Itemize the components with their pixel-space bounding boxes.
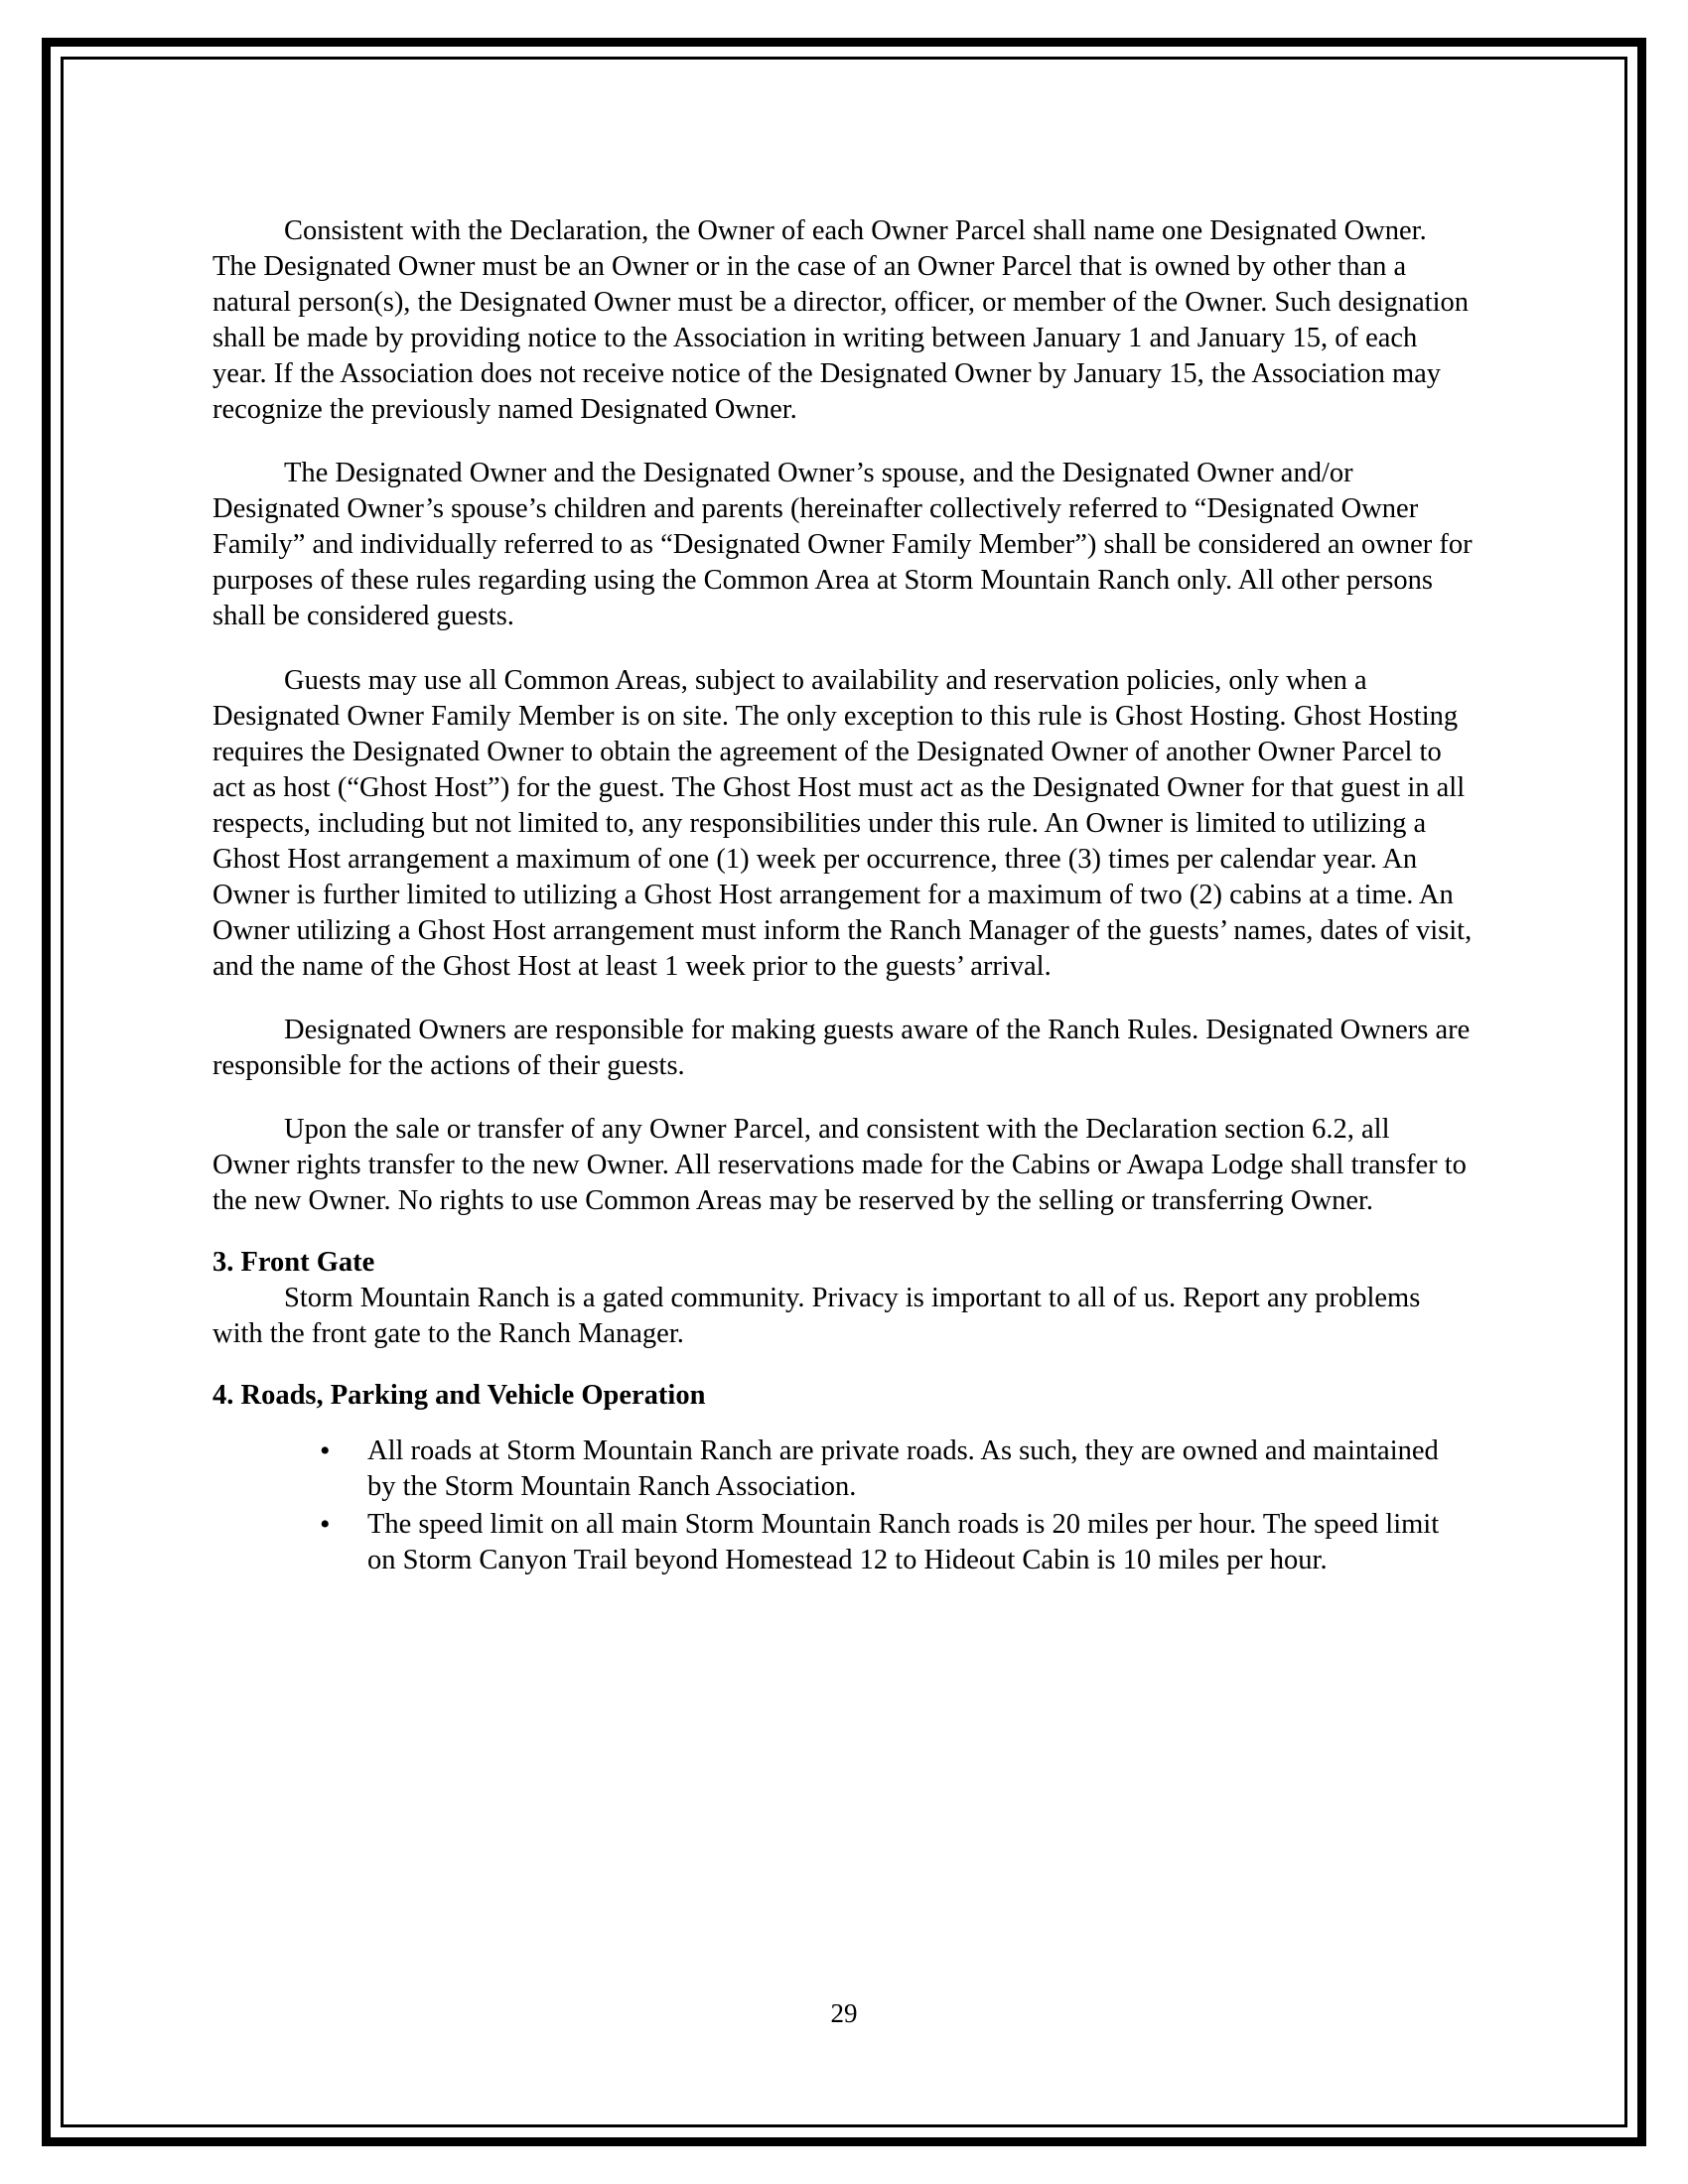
paragraph-text: Guests may use all Common Areas, subject to availability and reservation policies, only when a Designated Owner Family Member is on site. The only exception to this rule is Ghost Hosting. Ghost Hosting requires the Designated Owner to obtain the agreement of the Designated Owner of another Owner Parcel to act as host (“Ghost Host”) for the guest. The Ghost Host must act as the Designated Owner for that guest in all respects, including but not limited to, any responsibilities under this rule. An Owner is limited to utilizing a Ghost Host arrangement a maximum of one (1) week per occurrence, three (3) times per calendar year. An Owner is further limited to utilizing a Ghost Host arrangement for a maximum of two (2) cabins at a time. An Owner utilizing a Ghost Host arrangement must inform the Ranch Manager of the guests’ names, dates of visit, and the name of the Ghost Host at least 1 week prior to the guests’ arrival. xyxy=(212,664,1473,982)
document-body xyxy=(212,213,1474,1606)
list-item: • The speed limit on all main Storm Mountain Ranch roads is 20 miles per hour. The speed limit on Storm Canyon Trail beyond Homestead 12 to Hideout Cabin is 10 miles per hour. xyxy=(320,1507,1474,1578)
paragraph-1 xyxy=(212,213,1474,428)
page-border-outer xyxy=(42,38,1646,2146)
list-item: • All roads at Storm Mountain Ranch are private roads. As such, they are owned and maintained by the Storm Mountain Ranch Association. xyxy=(320,1433,1474,1505)
paragraph-text: Designated Owners are responsible for making guests aware of the Ranch Rules. Designated Owners are responsible for the actions of their guests. xyxy=(212,1014,1471,1081)
paragraph-text: Consistent with the Declaration, the Owner of each Owner Parcel shall name one Designated Owner. The Designated Owner must be an Owner or in the case of an Owner Parcel that is owned by other than a natural person(s), the Designated Owner must be a director, officer, or member of the Owner. Such designation shall be made by providing notice to the Association in writing between January 1 and January 15, of each year. If the Association does not receive notice of the Designated Owner by January 15, the Association may recognize the previously named Designated Owner. xyxy=(212,215,1470,426)
paragraph-text: The Designated Owner and the Designated Owner’s spouse, and the Designated Owner and/or Designated Owner’s spouse’s children and parents (hereinafter collectively referred to “Designated Owner Family” and individually referred to as “Designated Owner Family Member”) shall be considered an owner for purposes of these rules regarding using the Common Area at Storm Mountain Ranch only. All other persons shall be considered guests. xyxy=(212,458,1473,632)
section-paragraph xyxy=(212,1281,1474,1352)
page-number: 29 xyxy=(830,1998,858,2028)
paragraph-text: Storm Mountain Ranch is a gated community. Privacy is important to all of us. Report any problems with the front gate to the Ranch Manager. xyxy=(212,1283,1421,1350)
paragraph-4 xyxy=(212,1013,1474,1084)
section-roads-parking-vehicle-operation xyxy=(212,1380,1474,1578)
bullet-list xyxy=(212,1433,1474,1578)
section-heading: 4. Roads, Parking and Vehicle Operation xyxy=(212,1380,706,1412)
paragraph-text: Upon the sale or transfer of any Owner Parcel, and consistent with the Declaration section 6.2, all Owner rights transfer to the new Owner. All reservations made for the Cabins or Awapa Lodge shall transfer to the new Owner. No rights to use Common Areas may be reserved by the selling or transferring Owner. xyxy=(212,1114,1467,1217)
section-heading: 3. Front Gate xyxy=(212,1247,375,1279)
paragraph-5 xyxy=(212,1112,1474,1219)
section-front-gate xyxy=(212,1247,1474,1352)
paragraph-2 xyxy=(212,456,1474,634)
page-border-inner xyxy=(61,57,1627,2127)
paragraph-3 xyxy=(212,663,1474,985)
